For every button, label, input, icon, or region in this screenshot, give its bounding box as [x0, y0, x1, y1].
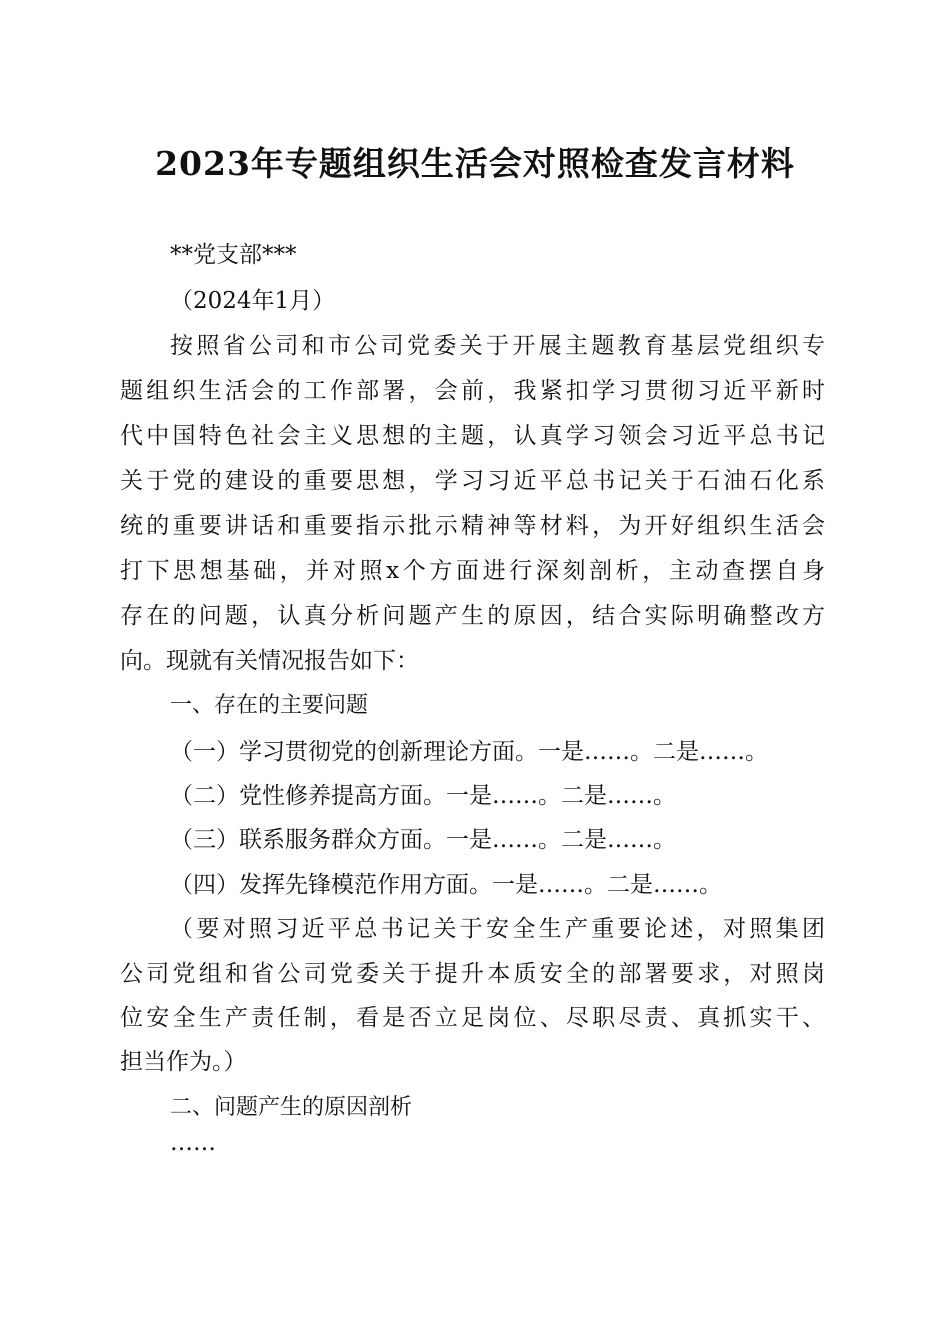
- date-line: （2024年1月）: [170, 288, 336, 314]
- author-line: **党支部***: [170, 242, 297, 268]
- intro-line: 向。现就有关情况报告如下：: [120, 648, 419, 674]
- intro-line: 按照省公司和市公司党委关于开展主题教育基层党组织专: [170, 333, 825, 359]
- intro-line: 存在的问题，认真分析问题产生的原因，结合实际明确整改方: [120, 603, 825, 629]
- note-line: 位安全生产责任制，看是否立足岗位、尽职尽责、真抓实干、: [120, 1005, 825, 1031]
- intro-line: 打下思想基础，并对照x个方面进行深刻剖析，主动查摆自身: [120, 558, 825, 584]
- problem-item: （四）发挥先锋模范作用方面。一是……。二是……。: [170, 872, 722, 898]
- intro-line: 关于党的建设的重要思想，学习习近平总书记关于石油石化系: [120, 468, 825, 494]
- section-heading: 二、问题产生的原因剖析: [170, 1095, 413, 1120]
- problem-item: （二）党性修养提高方面。一是……。二是……。: [170, 783, 676, 809]
- document-title: 2023年专题组织生活会对照检查发言材料: [155, 144, 795, 183]
- section-heading: 一、存在的主要问题: [170, 693, 369, 718]
- note-line: 担当作为。）: [120, 1049, 247, 1075]
- intro-line: 统的重要讲话和重要指示批示精神等材料，为开好组织生活会: [120, 513, 825, 539]
- section-body: ……: [170, 1130, 216, 1156]
- note-line: 公司党组和省公司党委关于提升本质安全的部署要求，对照岗: [120, 961, 825, 987]
- intro-line: 代中国特色社会主义思想的主题，认真学习领会习近平总书记: [120, 423, 825, 449]
- problem-item: （三）联系服务群众方面。一是……。二是……。: [170, 827, 676, 853]
- note-line: （要对照习近平总书记关于安全生产重要论述，对照集团: [170, 916, 825, 942]
- intro-line: 题组织生活会的工作部署，会前，我紧扣学习贯彻习近平新时: [120, 378, 825, 404]
- problem-item: （一）学习贯彻党的创新理论方面。一是……。二是……。: [170, 739, 768, 765]
